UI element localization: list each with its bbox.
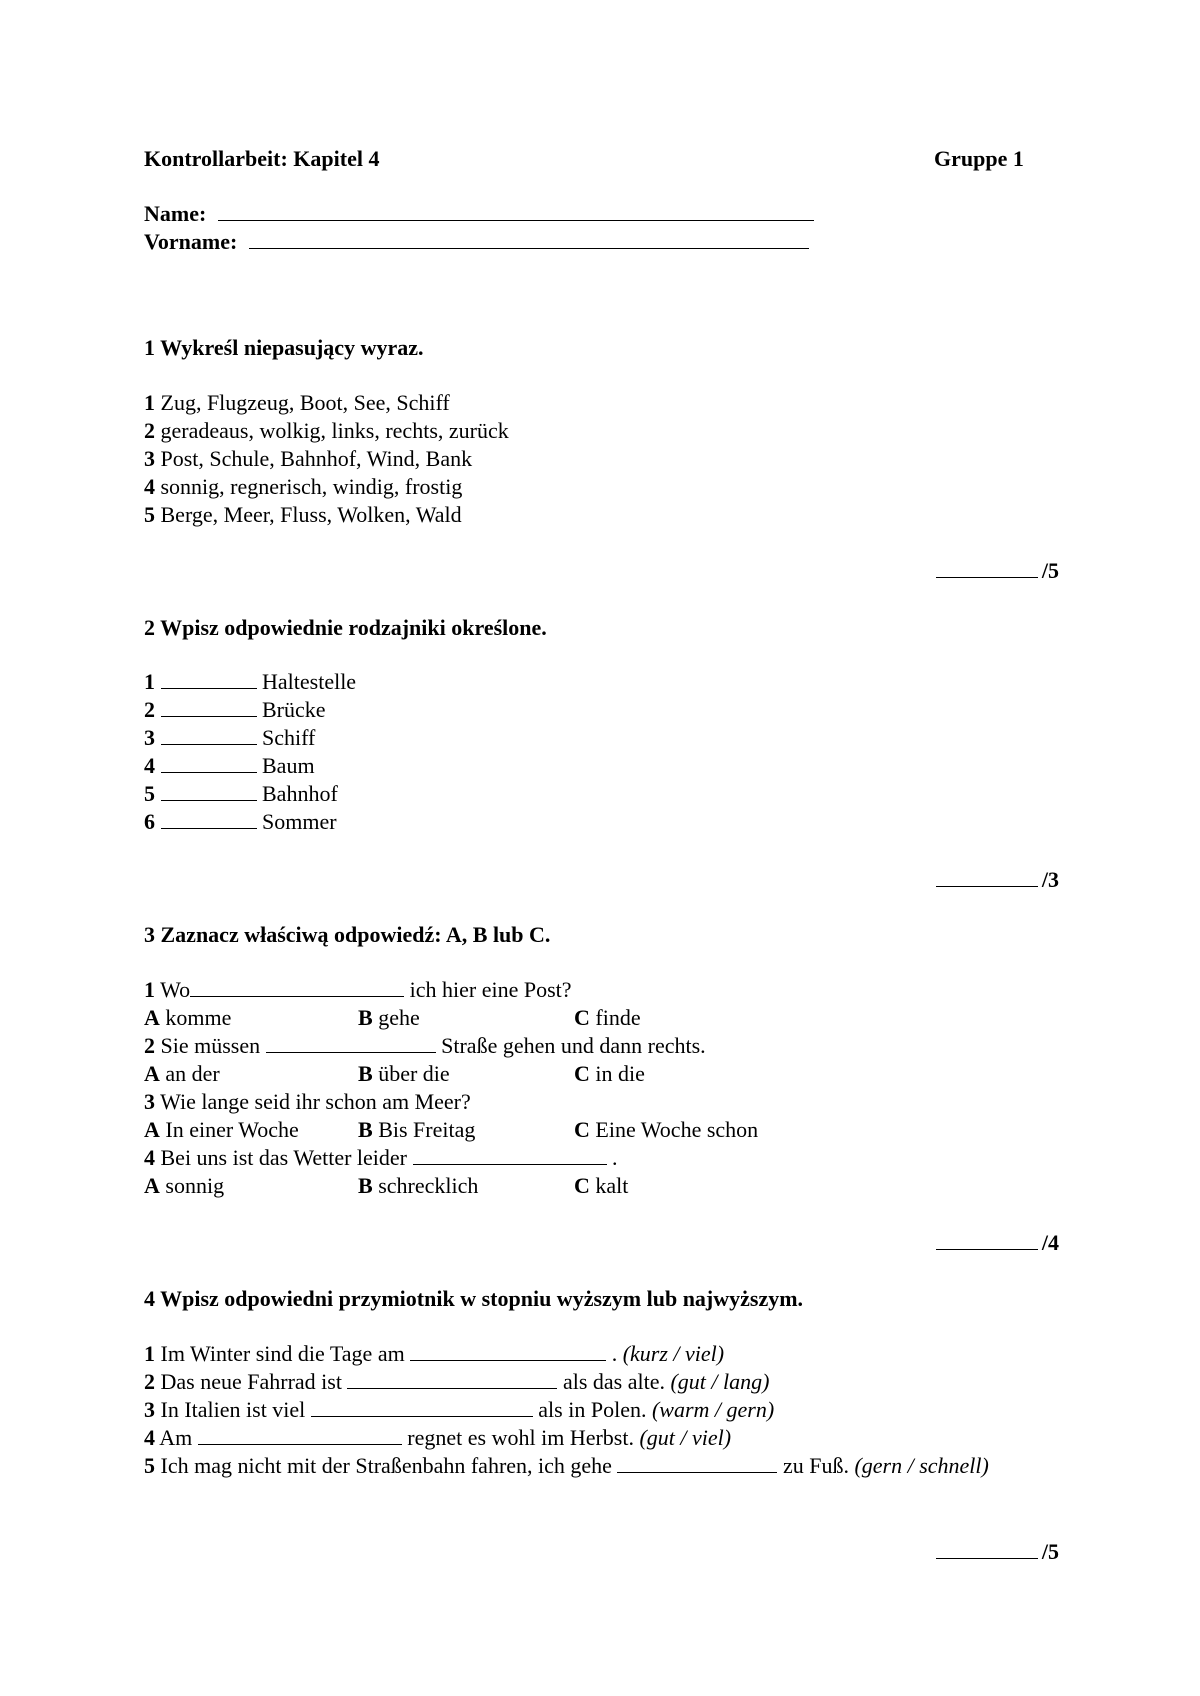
name-row [144, 200, 814, 228]
task4-heading: 4 Wpisz odpowiedni przymiotnik w stopniu wyższym lub najwyższym. [144, 1286, 804, 1311]
adjective-field[interactable] [617, 1452, 777, 1473]
answer-field[interactable] [266, 1032, 436, 1053]
list-item[interactable]: 3 Post, Schule, Bahnhof, Wind, Bank [144, 446, 473, 471]
list-item: 2 Brücke [144, 697, 326, 722]
score-field[interactable] [936, 1538, 1038, 1559]
task1-heading: 1 Wykreśl niepasujący wyraz. [144, 335, 424, 360]
article-field[interactable] [161, 724, 257, 745]
list-item: 5 Ich mag nicht mit der Straßenbahn fahren, ich gehe zu Fuß. (gern / schnell) [144, 1453, 989, 1478]
option-a[interactable]: A sonnig [144, 1173, 225, 1198]
score-field[interactable] [936, 1229, 1038, 1250]
question: 4 Bei uns ist das Wetter leider . [144, 1145, 618, 1170]
list-item[interactable]: 5 Berge, Meer, Fluss, Wolken, Wald [144, 502, 462, 527]
adjective-field[interactable] [198, 1424, 402, 1445]
list-item: 3 In Italien ist viel als in Polen. (warm / gern) [144, 1397, 775, 1422]
option-a[interactable]: A an der [144, 1061, 220, 1086]
article-field[interactable] [161, 808, 257, 829]
option-c[interactable]: C finde [574, 1005, 641, 1030]
adjective-field[interactable] [410, 1340, 606, 1361]
list-item: 1 Haltestelle [144, 669, 357, 694]
task2-score: /3 [936, 866, 1059, 894]
option-b[interactable]: B gehe [358, 1005, 420, 1030]
list-item: 3 Schiff [144, 725, 316, 750]
adjective-field[interactable] [311, 1396, 533, 1417]
task3-score: /4 [936, 1229, 1059, 1257]
name-label: Name: [144, 201, 207, 226]
score-field[interactable] [936, 866, 1038, 887]
option-a[interactable]: A In einer Woche [144, 1117, 299, 1142]
list-item[interactable]: 2 geradeaus, wolkig, links, rechts, zurück [144, 418, 509, 443]
task4-score: /5 [936, 1538, 1059, 1566]
option-b[interactable]: B schrecklich [358, 1173, 479, 1198]
task2-heading: 2 Wpisz odpowiednie rodzajniki określone. [144, 615, 547, 640]
article-field[interactable] [161, 780, 257, 801]
group-label: Gruppe 1 [934, 146, 1024, 171]
list-item: 4 Baum [144, 753, 315, 778]
article-field[interactable] [161, 752, 257, 773]
list-item[interactable]: 4 sonnig, regnerisch, windig, frostig [144, 474, 463, 499]
list-item[interactable]: 1 Zug, Flugzeug, Boot, See, Schiff [144, 390, 450, 415]
task3-heading: 3 Zaznacz właściwą odpowiedź: A, B lub C. [144, 922, 551, 947]
option-b[interactable]: B über die [358, 1061, 450, 1086]
vorname-row [144, 228, 809, 256]
score-field[interactable] [936, 557, 1038, 578]
question: 3 Wie lange seid ihr schon am Meer? [144, 1089, 471, 1114]
option-b[interactable]: B Bis Freitag [358, 1117, 476, 1142]
list-item: 4 Am regnet es wohl im Herbst. (gut / viel) [144, 1425, 732, 1450]
list-item: 2 Das neue Fahrrad ist als das alte. (gut / lang) [144, 1369, 770, 1394]
answer-field[interactable] [190, 976, 404, 997]
article-field[interactable] [161, 668, 257, 689]
task1-score: /5 [936, 557, 1059, 585]
option-a[interactable]: A komme [144, 1005, 232, 1030]
vorname-field[interactable] [249, 228, 809, 249]
option-c[interactable]: C kalt [574, 1173, 629, 1198]
adjective-field[interactable] [347, 1368, 557, 1389]
question: 1 Wo ich hier eine Post? [144, 977, 572, 1002]
option-c[interactable]: C in die [574, 1061, 645, 1086]
name-field[interactable] [218, 200, 814, 221]
answer-field[interactable] [413, 1144, 607, 1165]
list-item: 1 Im Winter sind die Tage am . (kurz / viel) [144, 1341, 725, 1366]
vorname-label: Vorname: [144, 229, 238, 254]
article-field[interactable] [161, 696, 257, 717]
page-title: Kontrollarbeit: Kapitel 4 [144, 146, 380, 171]
list-item: 6 Sommer [144, 809, 337, 834]
question: 2 Sie müssen Straße gehen und dann rechts. [144, 1033, 706, 1058]
list-item: 5 Bahnhof [144, 781, 338, 806]
option-c[interactable]: C Eine Woche schon [574, 1117, 759, 1142]
